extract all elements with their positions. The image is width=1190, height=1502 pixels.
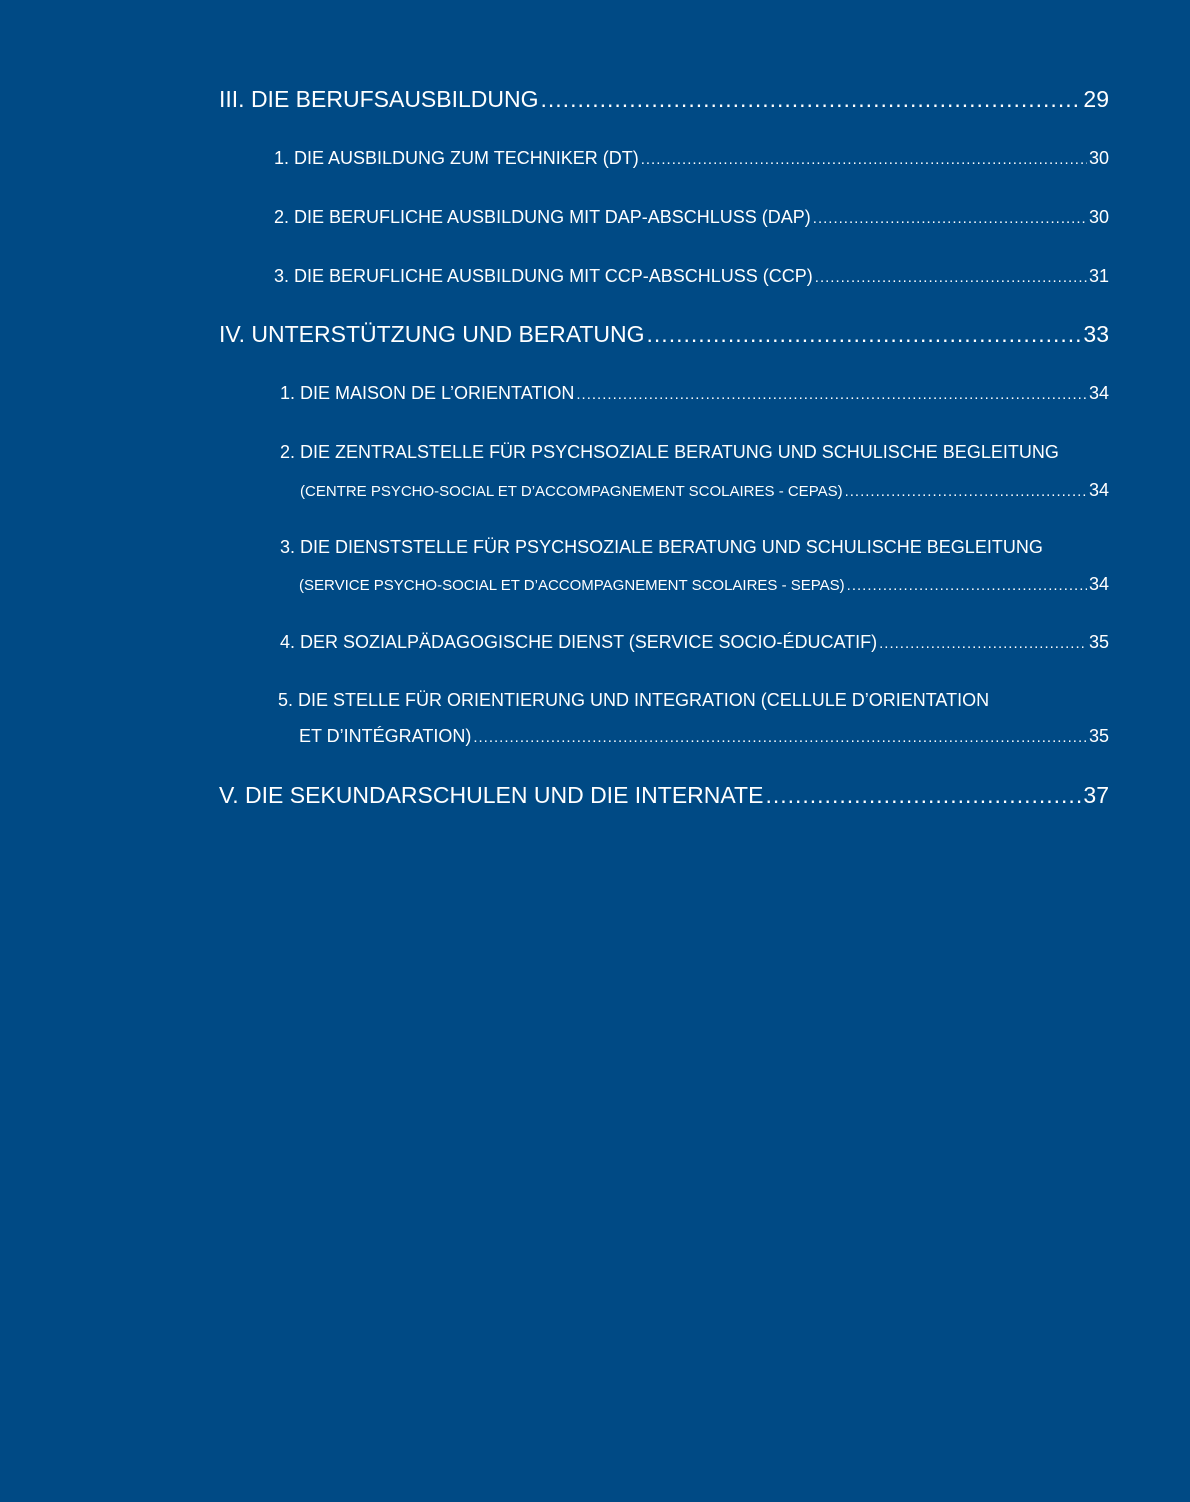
- toc-entry-page: 33: [1083, 321, 1109, 347]
- toc-entry-section-4-1[interactable]: [280, 383, 1109, 407]
- toc-entry-section-4-3-title[interactable]: 3. DIE DIENSTSTELLE FÜR PSYCHSOZIALE BERATUNG UND SCHULISCHE BEGLEITUNG: [280, 537, 1043, 557]
- dot-leader: [845, 483, 1087, 500]
- toc-entry-section-3[interactable]: [219, 86, 1109, 116]
- toc-entry-section-3-2[interactable]: [274, 207, 1109, 231]
- dot-leader: [813, 210, 1087, 227]
- toc-entry-section-5[interactable]: [219, 782, 1109, 812]
- toc-entry-title: IV. UNTERSTÜTZUNG UND BERATUNG: [219, 321, 645, 347]
- dot-leader: [641, 151, 1087, 168]
- toc-entry-section-4-5-title[interactable]: 5. DIE STELLE FÜR ORIENTIERUNG UND INTEGRATION (CELLULE D’ORIENTATION: [278, 690, 990, 710]
- dot-leader: [576, 386, 1087, 403]
- toc-entry-note: (CENTRE PSYCHO-SOCIAL ET D’ACCOMPAGNEMENT SCOLAIRES - CEPAS): [300, 483, 843, 500]
- toc-entry-section-4-4[interactable]: [280, 632, 1109, 656]
- dot-leader: [647, 321, 1082, 348]
- toc-entry-section-4-2[interactable]: [300, 480, 1109, 502]
- dot-leader: [847, 577, 1087, 594]
- toc-entry-title: 1. DIE MAISON DE L’ORIENTATION: [280, 383, 575, 403]
- toc-entry-section-4-5[interactable]: [299, 726, 1109, 750]
- toc-entry-section-3-1[interactable]: [274, 148, 1109, 172]
- toc-entry-section-4[interactable]: [219, 321, 1109, 351]
- toc-entry-page: 30: [1088, 207, 1109, 227]
- dot-leader: [879, 635, 1087, 652]
- toc-entry-page: 30: [1088, 148, 1109, 168]
- toc-entry-continuation: ET D’INTÉGRATION): [299, 726, 472, 746]
- toc-entry-title: III. DIE BERUFSAUSBILDUNG: [219, 86, 539, 112]
- toc-entry-section-4-3[interactable]: [299, 574, 1109, 596]
- toc-entry-title: 2. DIE BERUFLICHE AUSBILDUNG MIT DAP-ABSCHLUSS (DAP): [274, 207, 811, 227]
- toc-entry-page: 31: [1088, 266, 1109, 286]
- toc-entry-page: 35: [1088, 632, 1109, 652]
- toc-entry-page: 37: [1083, 782, 1109, 808]
- toc-entry-page: 34: [1088, 480, 1109, 500]
- toc-entry-page: 34: [1088, 383, 1109, 403]
- toc-entry-section-4-2-title[interactable]: 2. DIE ZENTRALSTELLE FÜR PSYCHSOZIALE BERATUNG UND SCHULISCHE BEGLEITUNG: [280, 442, 1059, 462]
- toc-entry-title: 3. DIE BERUFLICHE AUSBILDUNG MIT CCP-ABSCHLUSS (CCP): [274, 266, 813, 286]
- toc-entry-title: 1. DIE AUSBILDUNG ZUM TECHNIKER (DT): [274, 148, 639, 168]
- toc-entry-page: 29: [1083, 86, 1109, 112]
- toc-entry-note: (SERVICE PSYCHO-SOCIAL ET D’ACCOMPAGNEMENT SCOLAIRES - SEPAS): [299, 577, 845, 594]
- dot-leader: [815, 269, 1087, 286]
- toc-entry-title: V. DIE SEKUNDARSCHULEN UND DIE INTERNATE: [219, 782, 764, 808]
- toc-entry-page: 34: [1088, 574, 1109, 594]
- toc-entry-section-3-3[interactable]: [274, 266, 1109, 290]
- toc-entry-page: 35: [1088, 726, 1109, 746]
- toc-entry-title: 4. DER SOZIALPÄDAGOGISCHE DIENST (SERVICE SOCIO-ÉDUCATIF): [280, 632, 878, 652]
- dot-leader: [765, 782, 1081, 809]
- dot-leader: [541, 86, 1082, 113]
- dot-leader: [473, 729, 1087, 746]
